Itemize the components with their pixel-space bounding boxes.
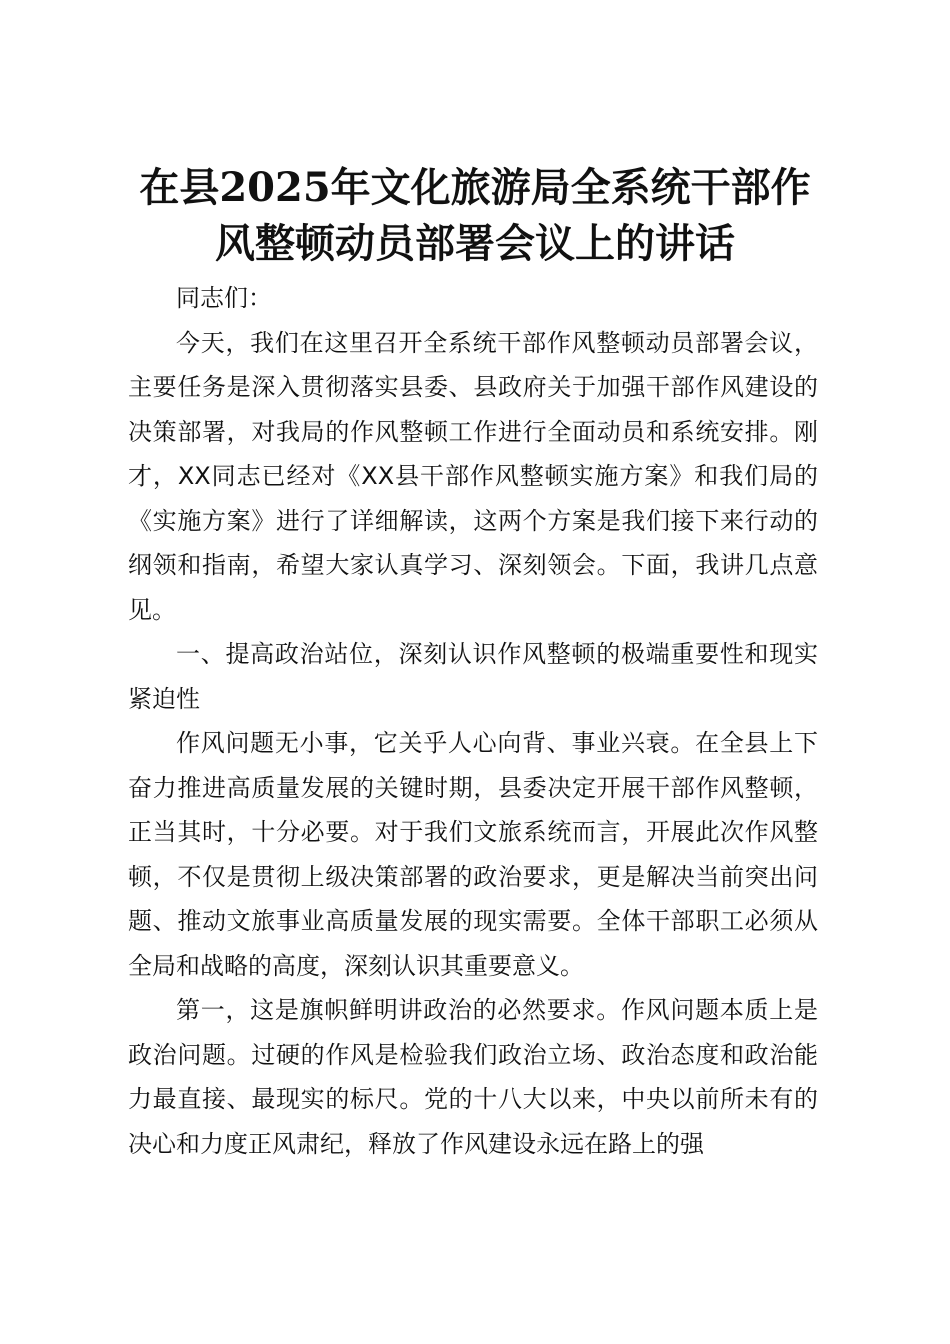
title-line-1: 在县2025年文化旅游局全系统干部作	[139, 164, 811, 211]
section-heading: 一、提高政治站位，深刻认识作风整顿的极端重要性和现实紧迫性	[128, 640, 818, 713]
title-line-2: 风整顿动员部署会议上的讲话	[215, 220, 735, 267]
first-point-paragraph: 第一，这是旗帜鲜明讲政治的必然要求。作风问题本质上是政治问题。过硬的作风是检验我们政治立场、政治态度和政治能力最直接、最现实的标尺。党的十八大以来，中央以前所未有的决心和力度正风肃纪，释放了作风建设永远在路上的强	[128, 996, 818, 1158]
opening-paragraph: 今天，我们在这里召开全系统干部作风整顿动员部署会议，主要任务是深入贯彻落实县委、县政府关于加强干部作风建设的决策部署，对我局的作风整顿工作进行全面动员和系统安排。刚才，XX同志已经对《XX县干部作风整顿实施方案》和我们局的《实施方案》进行了详细解读，这两个方案是我们接下来行动的纲领和指南，希望大家认真学习、深刻领会。下面，我讲几点意见。	[128, 328, 818, 624]
salutation: 同志们：	[176, 284, 272, 312]
section-paragraph: 作风问题无小事，它关乎人心向背、事业兴衰。在全县上下奋力推进高质量发展的关键时期，县委决定开展干部作风整顿，正当其时，十分必要。对于我们文旅系统而言，开展此次作风整顿，不仅是贯彻上级决策部署的政治要求，更是解决当前突出问题、推动文旅事业高质量发展的现实需要。全体干部职工必须从全局和战略的高度，深刻认识其重要意义。	[128, 729, 818, 980]
document-title	[120, 160, 830, 272]
document-body	[128, 276, 818, 1166]
